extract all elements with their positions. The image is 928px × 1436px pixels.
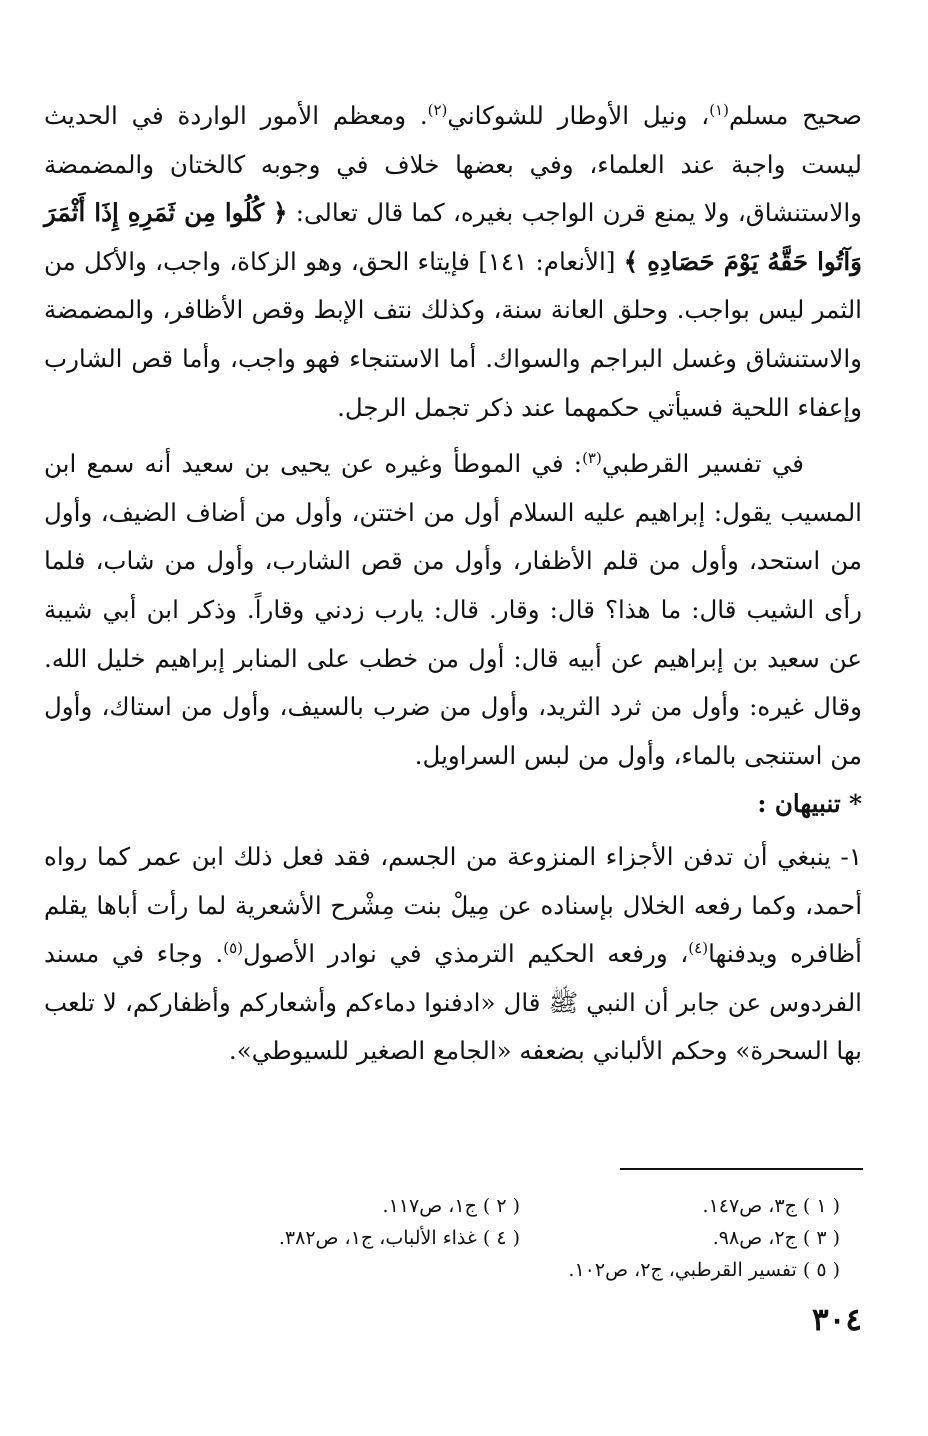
footnote-3: ( ٣ ) ج٢، ص٩٨. (712, 1227, 840, 1249)
footnote-ref-4[interactable]: (٤) (688, 938, 709, 957)
footnote-divider (620, 1168, 863, 1170)
footnote-5: ( ٥ ) تفسير القرطبي، ج٢، ص١٠٢. (568, 1259, 840, 1281)
footnote-2: ( ٢ ) ج١، ص١١٧. (382, 1195, 520, 1217)
text-segment: ١- ينبغي أن تدفن الأجزاء المنزوعة من الجسم، فقد فعل ذلك ابن عمر كما رواه أحمد، وكما رفعه الخلال بإسناده عن مِيلْ بنت مِشْرح الأشعرية لما رأت أباها يقلم أظافره ويدفنها (44, 841, 862, 969)
text-segment: ، ورفعه الحكيم الترمذي في نوادر الأصول (243, 939, 689, 969)
paragraph-3 (44, 833, 862, 1076)
page-body (44, 92, 862, 1076)
paragraph-2 (44, 440, 862, 780)
page-number: ٣٠٤ (812, 1302, 862, 1338)
footnote-ref-2[interactable]: (٢) (427, 100, 448, 119)
footnote-ref-1[interactable]: (١) (709, 100, 729, 119)
footnote-ref-5[interactable]: (٥) (223, 938, 243, 957)
footnote-row (200, 1254, 840, 1286)
paragraph-1 (44, 92, 862, 432)
text-segment: . ومعظم الأمور الواردة في الحديث ليست واجبة عند العلماء، وفي بعضها خلاف في وجوبه كالختان والمضمضة والاستنشاق، ولا يمنع قرن الواجب بغيره، كما قال تعالى: (44, 101, 863, 228)
footnotes (200, 1190, 840, 1286)
text-segment: [الأنعام: ١٤١] فإيتاء الحق، وهو الزكاة، واجب، والأكل من الثمر ليس بواجب. وحلق العانة سنة، وكذلك نتف الإبط وقص الأظافر، والمضمضة والاستنشاق وغسل البراجم والسواك. أما الاستنجاء فهو واجب، وأما قص الشارب وإعفاء اللحية فسيأتي حكمهما عند ذكر تجمل الرجل. (44, 246, 862, 422)
text-segment: في تفسير القرطبي (601, 449, 804, 479)
section-heading: * تنبيهان : (757, 789, 862, 819)
text-segment: صحيح مسلم (728, 101, 862, 130)
quran-verse: ﴿ كُلُوا مِن ثَمَرِهِ إِذَا أَثْمَرَ وَآتُوا حَقَّهُ يَوْمَ حَصَادِهِ ﴾ (44, 198, 862, 276)
footnote-1: ( ١ ) ج٣، ص١٤٧. (702, 1195, 840, 1217)
text-segment: : في الموطأ وغيره عن يحيى بن سعيد أنه سمع ابن المسيب يقول: إبراهيم عليه السلام أول من اختتن، وأول من أضاف الضيف، وأول من استحد، وأول من قلم الأظفار، وأول من قص الشارب، وأول من شاب، فلما رأى الشيب قال: ما هذا؟ قال: وقار. قال: يارب زدني وقاراً. وذكر ابن أبي شيبة عن سعيد بن إبراهيم عن أبيه قال: أول من خطب على المنابر إبراهيم خليل الله. وقال غيره: وأول من ثرد الثريد، وأول من ضرب بالسيف، وأول من استاك، وأول من استنجى بالماء، وأول من لبس السراويل. (44, 449, 862, 770)
footnote-row (200, 1190, 840, 1222)
footnote-4: ( ٤ ) غذاء الألباب، ج١، ص٣٨٢. (278, 1227, 520, 1249)
footnote-row (200, 1222, 840, 1254)
footnote-ref-3[interactable]: (٣) (582, 449, 602, 467)
text-segment: ، ونيل الأوطار للشوكاني (447, 101, 710, 130)
text-segment: . وجاء في مسند الفردوس عن جابر أن النبي ﷺ قال «ادفنوا دماءكم وأشعاركم وأظفاركم، لا تلعب بها السحرة» وحكم الألباني بضعفه «الجامع الصغير للسيوطي». (44, 939, 862, 1066)
